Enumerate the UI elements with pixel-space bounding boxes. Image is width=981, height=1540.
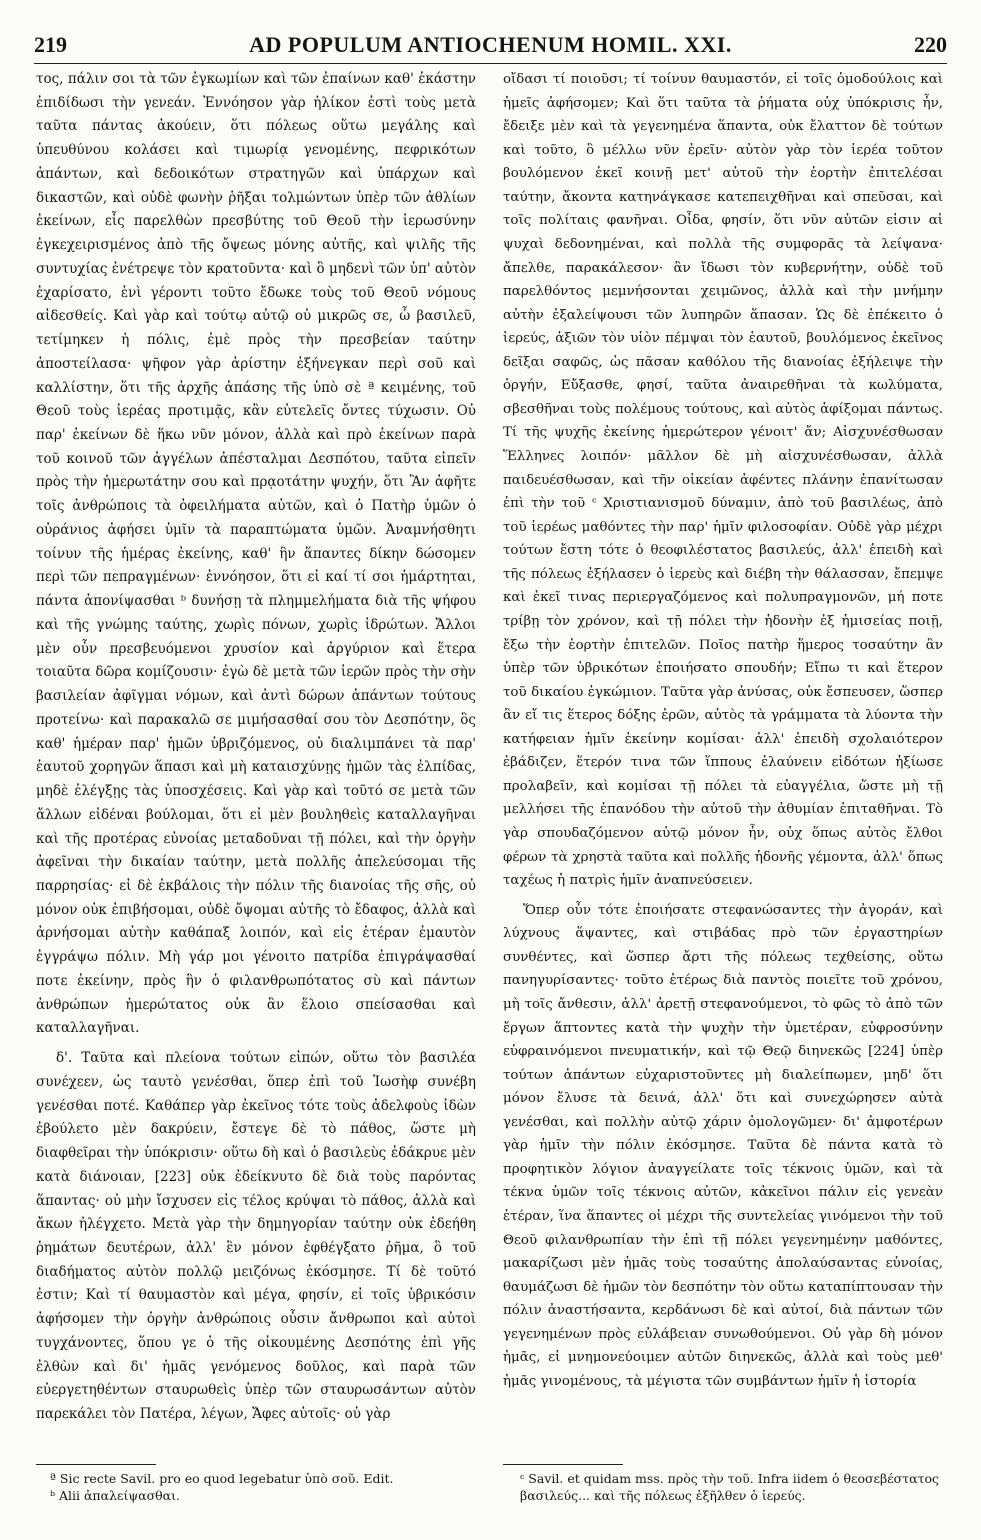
running-title: AD POPULUM ANTIOCHENUM HOMIL. XXI.	[249, 32, 732, 57]
left-paragraph-1: τος, πάλιν σοι τὰ τῶν ἐγκωμίων καὶ τῶν ἐπαίνων καθ' ἑκάστην ἐπιδίδωσι τὴν γενεάν. Ἐννόησον γὰρ ἡλίκον ἐστὶ τοὺς μετὰ ταῦτα πάντας ἀκούειν, ὅτι πόλεως οὕτω μεγάλης καὶ ὑπευθύνου κολάσει καὶ τιμωρίᾳ γενομένης, πεφρικότων ἁπάντων, καὶ δεδοικότων στρατηγῶν καὶ ὑπάρχων καὶ δικαστῶν, καὶ οὐδὲ φωνὴν ῥῆξαι τολμώντων ὑπὲρ τῶν ἀθλίων ἐκείνων, εἷς παρελθὼν πρεσβύτης τοῦ Θεοῦ τὴν ἱερωσύνην ἐγκεχειρισμένος ἀπὸ τῆς ὄψεως μόνης αὐτῆς, καὶ ψιλῆς τῆς συντυχίας ἐνέτρεψε τὸν κρατοῦντα· καὶ ὃ μηδενὶ τῶν ὑπ' αὐτὸν ἐχαρίσατο, ἑνὶ γέροντι τοῦτο ἔδωκε τοὺς τοῦ Θεοῦ νόμους αἰδεσθείς. Καὶ γὰρ καὶ τούτῳ αὐτῷ οὐ μικρῶς σε, ὦ βασιλεῦ, τετίμηκεν ἡ πόλις, ἐμὲ πρὸς τὴν πρεσβείαν ταύτην ἀποστείλασα· ψῆφον γὰρ ἀρίστην ἐξήνεγκαν περὶ σοῦ καὶ καλλίστην, ὅτι τῆς ἀρχῆς ἁπάσης τῆς ὑπὸ σὲ ª κειμένης, τοῦ Θεοῦ τοὺς ἱερέας προτιμᾷς, κἂν εὐτελεῖς ὄντες τύχωσιν. Οὐ παρ' ἐκείνων δὲ ἥκω νῦν μόνον, ἀλλὰ καὶ πρὸ ἐκείνων παρὰ τοῦ κοινοῦ τῶν ἀγγέλων ἀπέσταλμαι Δεσπότου, ταῦτα εἰπεῖν πρὸς τὴν ἡμερωτάτην σου καὶ πρᾳοτάτην ψυχήν, ὅτι Ἂν ἀφῆτε τοῖς ἀνθρώποις τὰ ὀφειλήματα αὐτῶν, καὶ ὁ Πατὴρ ὑμῶν ὁ οὐράνιος ἀφήσει ὑμῖν τὰ παραπτώματα ὑμῶν. Ἀναμνήσθητι τοίνυν τῆς ἡμέρας ἐκείνης, καθ' ἣν ἅπαντες δίκην δώσομεν περὶ τῶν πεπραγμένων· ἐννόησον, ὅτι εἰ καί τί σοι ἡμάρτηται, πάντα ἀπονίψασθαι ᵇ δυνήσῃ τὰ πλημμελήματα διὰ τῆς ψήφου καὶ τῆς γνώμης ταύτης, χωρὶς πόνων, χωρὶς ἱδρώτων. Ἄλλοι μὲν οὖν πρεσβευόμενοι χρυσίον καὶ ἀργύριον καὶ ἕτερα τοιαῦτα δῶρα κομίζουσιν· ἐγὼ δὲ μετὰ τῶν ἱερῶν πρὸς τὴν σὴν βασιλείαν ἀφῖγμαι νόμων, καὶ ἀντὶ δώρων ἁπάντων τούτους προτείνω· καὶ παρακαλῶ σε μιμήσασθαί σου τὸν Δεσπότην, ὃς καθ' ἡμέραν παρ' ἡμῶν ὑβριζόμενος, οὐ διαλιμπάνει τὰ παρ' ἑαυτοῦ χορηγῶν ἅπασι καὶ μὴ καταισχύνῃς ἡμῶν τὰς ἐλπίδας, μηδὲ ἐλέγξῃς τὰς ὑποσχέσεις. Καὶ γὰρ καὶ τοῦτό σε μετὰ τῶν ἄλλων εἰδέναι βούλομαι, ὅτι εἰ μὲν βουληθεὶς καταλλαγῆναι καὶ τῆς προτέρας εὐνοίας μεταδοῦναι τῇ πόλει, καὶ τὴν ὀργὴν ἀφεῖναι τὴν δικαίαν ταύτην, μετὰ πολλῆς ἀπελεύσομαι τῆς παρρησίας· εἰ δὲ ἐκβάλοις τὴν πόλιν τῆς διανοίας τῆς σῆς, οὐ μόνον οὐκ ἐπιβήσομαι, οὐδὲ ὄψομαι αὐτῆς τὸ ἔδαφος, ἀλλὰ καὶ ἀρνήσομαι αὐτὴν καθάπαξ λοιπόν, καὶ εἰς ἑτέραν ἐμαυτὸν ἐγγράψω πόλιν. Μὴ γάρ μοι γένοιτο πατρίδα ἐπιγράψασθαί ποτε ἐκείνην, πρὸς ἣν ὁ φιλανθρωπότατος σὺ καὶ πάντων ἀνθρώπων ἡμερώτατος οὐκ ἂν ἕλοιο σπείσασθαι καὶ καταλλαγῆναι.	[36, 71, 476, 1037]
right-footnotes	[520, 1470, 960, 1504]
left-footnotes	[50, 1470, 490, 1504]
left-column	[36, 68, 476, 1433]
right-page-number: 220	[913, 32, 947, 57]
left-footnote-rule	[36, 1464, 156, 1465]
right-column	[503, 68, 943, 1400]
running-header	[34, 30, 947, 60]
left-page-number: 219	[34, 32, 67, 57]
left-paragraph-2: δ'. Ταῦτα καὶ πλείονα τούτων εἰπών, οὕτω τὸν βασιλέα συνέχεεν, ὡς ταυτὸ γενέσθαι, ὅπερ ἐπὶ τοῦ Ἰωσὴφ συνέβη γενέσθαι ποτέ. Καθάπερ γὰρ ἐκεῖνος τότε τοὺς ἀδελφοὺς ἰδὼν ἐβούλετο μὲν δακρύειν, ἔστεγε δὲ τὸ πάθος, ὥστε μὴ διαφθεῖραι τὴν ὑπόκρισιν· οὕτω δὴ καὶ ὁ βασιλεὺς ἐδάκρυε μὲν κατὰ διάνοιαν, [223] οὐκ ἐδείκνυτο δὲ διὰ τοὺς παρόντας ἅπαντας· οὐ μὴν ἴσχυσεν εἰς τέλος κρύψαι τὸ πάθος, ἀλλὰ καὶ ἄκων ἠλέγχετο. Μετὰ γὰρ τὴν δημηγορίαν ταύτην οὐκ ἐδεήθη ῥημάτων δευτέρων, ἀλλ' ἓν μόνον ἐφθέγξατο ῥῆμα, ὃ τοῦ διαδήματος αὐτὸν πολλῷ μειζόνως ἐκόσμησε. Τί δὲ τοῦτό ἐστιν; Καὶ τί θαυμαστὸν καὶ μέγα, φησίν, εἰ τοῖς ὑβρικόσιν ἀφήσομεν τὴν ὀργὴν ἀνθρώποις οὖσιν ἄνθρωποι καὶ αὐτοὶ τυγχάνοντες, ὅπου γε ὁ τῆς οἰκουμένης Δεσπότης ἐπὶ γῆς ἐλθὼν καὶ δι' ἡμᾶς γενόμενος δοῦλος, καὶ παρὰ τῶν εὐεργετηθέντων σταυρωθεὶς ὑπὲρ τῶν σταυρωσάντων αὐτὸν παρεκάλει τὸν Πατέρα, λέγων, Ἄφες αὐτοῖς· οὐ γὰρ	[36, 1050, 476, 1423]
footnote-b: ᵇ Alii ἀπαλείψασθαι.	[50, 1488, 180, 1503]
right-paragraph-2: Ὅπερ οὖν τότε ἐποιήσατε στεφανώσαντες τὴν ἀγοράν, καὶ λύχνους ἅψαντες, καὶ στιβάδας πρὸ τῶν ἐργαστηρίων συνθέντες, καὶ ὥσπερ ἄρτι τῆς πόλεως τεχθείσης, οὕτω πανηγυρίσαντες· τοῦτο ἑτέρως διὰ παντὸς ποιεῖτε τοῦ χρόνου, μὴ τοῖς ἄνθεσιν, ἀλλ' ἀρετῇ στεφανούμενοι, τὸ φῶς τὸ ἀπὸ τῶν ἔργων ἅπτοντες κατὰ τὴν ψυχὴν τὴν ὑμετέραν, εὐφροσύνην εὐφραινόμενοι πνευματικήν, καὶ τῷ Θεῷ διηνεκῶς [224] ὑπὲρ τούτων ἁπάντων εὐχαριστοῦντες μὴ διαλείπωμεν, μηδ' ὅτι μόνον ἔλυσε τὰ δεινά, ἀλλ' ὅτι καὶ συνεχώρησεν αὐτὰ γενέσθαι, καὶ πολλὴν αὐτῷ χάριν ὁμολογῶμεν· δι' ἀμφοτέρων γὰρ ἡμῖν τὴν πόλιν ἐκόσμησε. Ταῦτα δὲ πάντα κατὰ τὸ προφητικὸν λόγιον ἀναγγείλατε τοῖς τέκνοις ὑμῶν, καὶ τὰ τέκνα ὑμῶν τοῖς τέκνοις αὐτῶν, κἀκεῖνοι πάλιν εἰς γενεὰν ἑτέραν, ἵνα ἅπαντες οἱ μέχρι τῆς συντελείας γινόμενοι τὴν τοῦ Θεοῦ φιλανθρωπίαν τὴν ἐπὶ τῇ πόλει γεγενημένην μαθόντες, μακαρίζωσι μὲν ἡμᾶς τοὺς τοσαύτης ἀπολαύσαντας εὐνοίας, θαυμάζωσι δὲ ἡμῶν τὸν δεσπότην τὸν οὕτω καταπίπτουσαν τὴν πόλιν ἀναστήσαντα, κερδάνωσι δὲ καὶ αὐτοί, διὰ πάντων τῶν γεγενημένων πρὸς εὐλάβειαν συνωθούμενοι. Οὐ γὰρ δὴ μόνον ἡμᾶς, εἰ μνημονεύοιμεν αὐτῶν διηνεκῶς, ἀλλὰ καὶ τοὺς μεθ' ἡμᾶς γινομένους, τὰ μέγιστα τῶν συμβάντων ἡμῖν ἡ ἱστορία	[503, 902, 943, 1389]
footnote-c: ᶜ Savil. et quidam mss. πρὸς τὴν τοῦ. Infra iidem ὁ θεοσεβέστατος βασιλεύς... καὶ τῆς πόλεως ἐξῆλθεν ὁ ἱερεύς.	[520, 1471, 940, 1503]
header-rule	[34, 63, 947, 64]
right-paragraph-1: οἴδασι τί ποιοῦσι; τί τοίνυν θαυμαστόν, εἰ τοῖς ὁμοδούλοις καὶ ἡμεῖς ἀφήσομεν; Καὶ ὅτι ταῦτα τὰ ῥήματα οὐχ ὑπόκρισις ἦν, ἔδειξε μὲν καὶ τὰ γεγενημένα ἅπαντα, οὐκ ἔλαττον δὲ τούτων καὶ τοῦτο, ὃ μέλλω νῦν ἐρεῖν· αὐτὸν γὰρ τὸν ἱερέα τοῦτον βουλόμενον ἐκεῖ κοινῇ μετ' αὐτοῦ τὴν ἑορτὴν ἐπιτελέσαι ταύτην, ἄκοντα κατηνάγκασε κατεπειχθῆναι καὶ σπεῦσαι, καὶ τοῖς πολίταις φανῆναι. Οἶδα, φησίν, ὅτι νῦν αὐτῶν εἰσιν αἱ ψυχαὶ δεδονημέναι, καὶ πολλὰ τῆς συμφορᾶς τὰ λείψανα· ἄπελθε, παρακάλεσον· ἂν ἴδωσι τὸν κυβερνήτην, οὐδὲ τοῦ παρελθόντος μεμνήσονται χειμῶνος, ἀλλὰ καὶ τὴν μνήμην αὐτὴν ἐξαλείψουσι τῶν λυπηρῶν ἅπασαν. Ὡς δὲ ἐπέκειτο ὁ ἱερεύς, ἀξιῶν τὸν υἱὸν πέμψαι τὸν ἑαυτοῦ, βουλόμενος ἐκεῖνος δεῖξαι σαφῶς, ὡς πᾶσαν καθόλου τῆς διανοίας ἐξήλειψε τὴν ὀργήν, Εὔξασθε, φησί, ταῦτα ἀναιρεθῆναι τὰ κωλύματα, σβεσθῆναι τοὺς πολέμους τούτους, καὶ αὐτὸς ἀφίξομαι πάντως. Τί τῆς ψυχῆς ἐκείνης ἡμερώτερον γένοιτ' ἄν; Αἰσχυνέσθωσαν Ἕλληνες λοιπόν· μᾶλλον δὲ μὴ αἰσχυνέσθωσαν, ἀλλὰ παιδευέσθωσαν, καὶ τῆν οἰκείαν ἀφέντες πλάνην ἐπανίτωσαν ἐπὶ τὴν τοῦ ᶜ Χριστιανισμοῦ δύναμιν, ἀπὸ τοῦ βασιλέως, ἀπὸ τοῦ ἱερέως μαθόντες τὴν παρ' ἡμῖν φιλοσοφίαν. Οὐδὲ γὰρ μέχρι τούτων ἔστη τότε ὁ θεοφιλέστατος βασιλεύς, ἀλλ' ἐπειδὴ καὶ τῆς πόλεως ἐξήλασεν ὁ ἱερεὺς καὶ διέβη τὴν θάλασσαν, ἔπεμψε καὶ ἐκεῖ τινας περιεργαζόμενος καὶ πολυπραγμονῶν, μή ποτε τρίβῃ τὸν χρόνον, καὶ τῇ πόλει τὴν ἡδονὴν ἐξ ἡμισείας ποιῇ, ἔξω τὴν ἑορτὴν ἐπιτελῶν. Ποῖος πατὴρ ἥμερος τοσαύτην ἂν ὑπὲρ τῶν ὑβρικότων ἐποιήσατο σπουδήν; Εἴπω τι καὶ ἕτερον τοῦ δικαίου ἐγκώμιον. Ταῦτα γὰρ ἀνύσας, οὐκ ἔσπευσεν, ὥσπερ ἂν εἴ τις ἕτερος δόξης ἐρῶν, αὐτὸς τὰ γράμματα τὰ λύοντα τὴν κατήφειαν ἡμῖν ἐκείνην κομίσαι· ἀλλ' ἐπειδὴ σχολαιότερον ἐβάδιζεν, ἕτερόν τινα τῶν ἵππους ἐλαύνειν εἰδότων ἠξίωσε προλαβεῖν, καὶ κομίσαι τῇ πόλει τὰ εὐαγγέλια, ὥστε μὴ τῇ μελλήσει τῆς ἐπανόδου τὴν αὐτοῦ τὴν ἀθυμίαν ἐπιταθῆναι. Τὸ γὰρ σπουδαζόμενον αὐτῷ μόνον ἦν, οὐχ ὅπως αὐτὸς ἔλθοι φέρων τὰ χρηστὰ ταῦτα καὶ πολλῆς ἡδονῆς γέμοντα, ἀλλ' ὅπως ταχέως ἡ πατρὶς ἡμῖν ἀναπνεύσειεν.	[503, 72, 943, 889]
footnote-a: ª Sic recte Savil. pro eo quod legebatur ὑπὸ σοῦ. Edit.	[50, 1471, 394, 1486]
right-footnote-rule	[503, 1464, 623, 1465]
